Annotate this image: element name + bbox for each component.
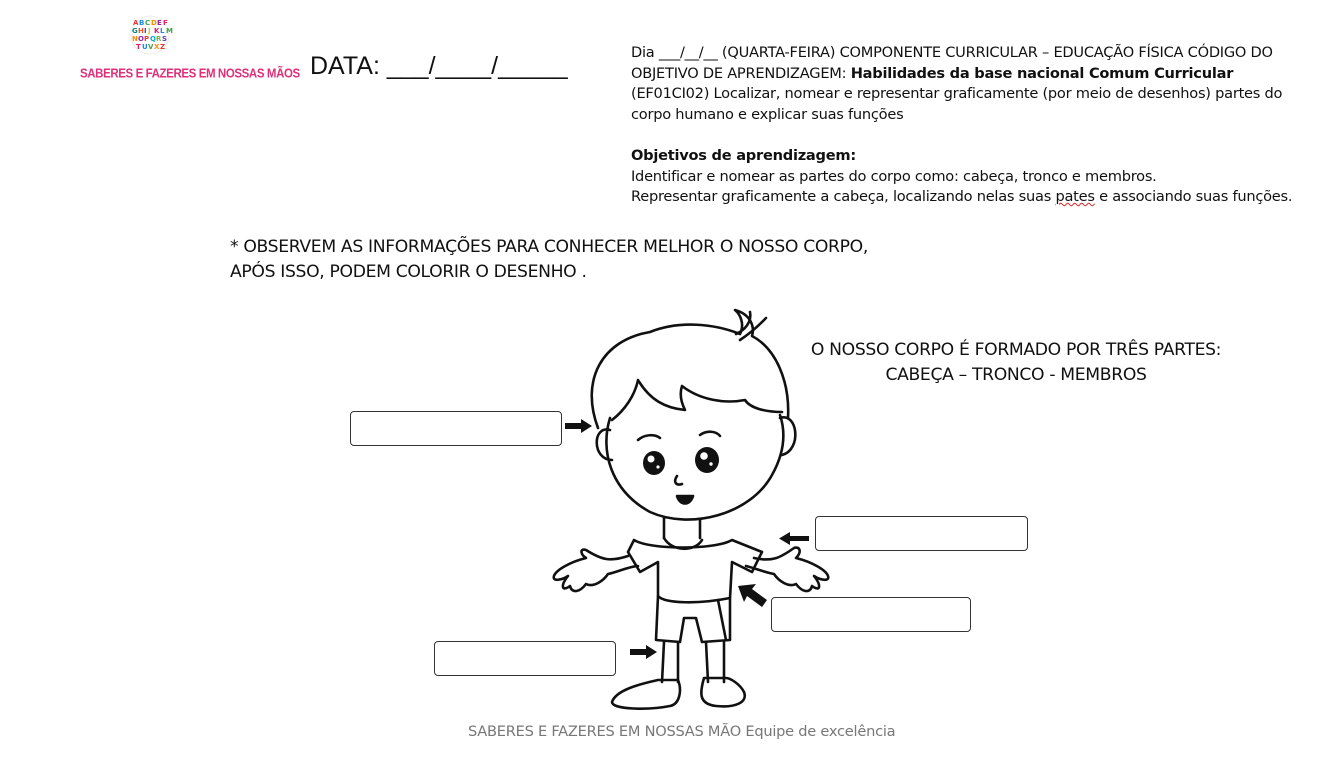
instructions <box>230 235 868 284</box>
body-parts-line-2: CABEÇA – TRONCO - MEMBROS <box>885 364 1147 385</box>
instructions-line-1: * OBSERVEM AS INFORMAÇÕES PARA CONHECER MELHOR O NOSSO CORPO, <box>230 237 868 257</box>
objectives-title <box>631 146 1301 167</box>
objective-2 <box>631 187 1301 208</box>
info-line-4: corpo humano e explicar suas funções <box>631 105 904 123</box>
svg-text:J: J <box>148 27 151 35</box>
svg-text:G: G <box>132 27 138 35</box>
objective-2-after: e associando suas funções. <box>1094 188 1293 206</box>
misspelled-word: pates <box>1055 188 1095 206</box>
objectives-title-text: Objetivos de aprendizagem: <box>631 146 856 164</box>
info-line-2 <box>631 64 1301 85</box>
svg-text:Q: Q <box>150 35 156 43</box>
svg-text:E: E <box>157 19 162 27</box>
svg-text:S: S <box>162 35 168 43</box>
info-line-3: (EF01CI02) Localizar, nomear e representar graficamente (por meio de desenhos) partes do <box>631 85 1283 103</box>
date-field[interactable]: DATA: ___/____/_____ <box>310 52 568 80</box>
footer-text: SABERES E FAZERES EM NOSSAS MÃO Equipe de excelência <box>468 723 896 740</box>
svg-text:B: B <box>139 19 145 27</box>
svg-text:I: I <box>144 27 147 35</box>
svg-text:N: N <box>132 35 138 43</box>
info-line-2-prefix: OBJETIVO DE APRENDIZAGEM: <box>631 64 851 82</box>
svg-text:Z: Z <box>160 43 166 51</box>
svg-text:O: O <box>138 35 144 43</box>
objectives-info <box>631 43 1301 208</box>
info-line-2-bold: Habilidades da base nacional Comum Curricular <box>850 64 1234 82</box>
svg-text:V: V <box>148 43 154 51</box>
objective-2-before: Representar graficamente a cabeça, localizando nelas suas <box>631 188 1056 206</box>
logo-text: SABERES E FAZERES EM NOSSAS MÃOS <box>80 67 300 81</box>
svg-text:X: X <box>154 43 160 51</box>
svg-text:T: T <box>136 43 141 51</box>
head-label-box[interactable] <box>350 411 562 446</box>
svg-text:A: A <box>133 19 139 27</box>
svg-text:R: R <box>156 35 162 43</box>
boy-drawing <box>540 300 850 720</box>
body-parts-line-1: O NOSSO CORPO É FORMADO POR TRÊS PARTES: <box>810 340 1222 360</box>
logo-icon <box>126 14 174 58</box>
svg-text:H: H <box>138 27 144 35</box>
svg-text:C: C <box>145 19 151 27</box>
svg-text:F: F <box>163 19 168 27</box>
svg-text:U: U <box>142 43 148 51</box>
instructions-line-2: APÓS ISSO, PODEM COLORIR O DESENHO . <box>230 261 587 282</box>
svg-text:D: D <box>151 19 157 27</box>
svg-text:P: P <box>144 35 150 43</box>
info-line-1: Dia ___/__/__ (QUARTA-FEIRA) COMPONENTE CURRICULAR – EDUCAÇÃO FÍSICA CÓDIGO DO <box>631 44 1273 61</box>
objective-1: Identificar e nomear as partes do corpo como: cabeça, tronco e membros. <box>631 167 1157 185</box>
svg-text:M: M <box>166 27 173 35</box>
svg-text:L: L <box>160 27 165 35</box>
svg-text:K: K <box>154 27 160 35</box>
body-parts-text <box>790 338 1242 387</box>
